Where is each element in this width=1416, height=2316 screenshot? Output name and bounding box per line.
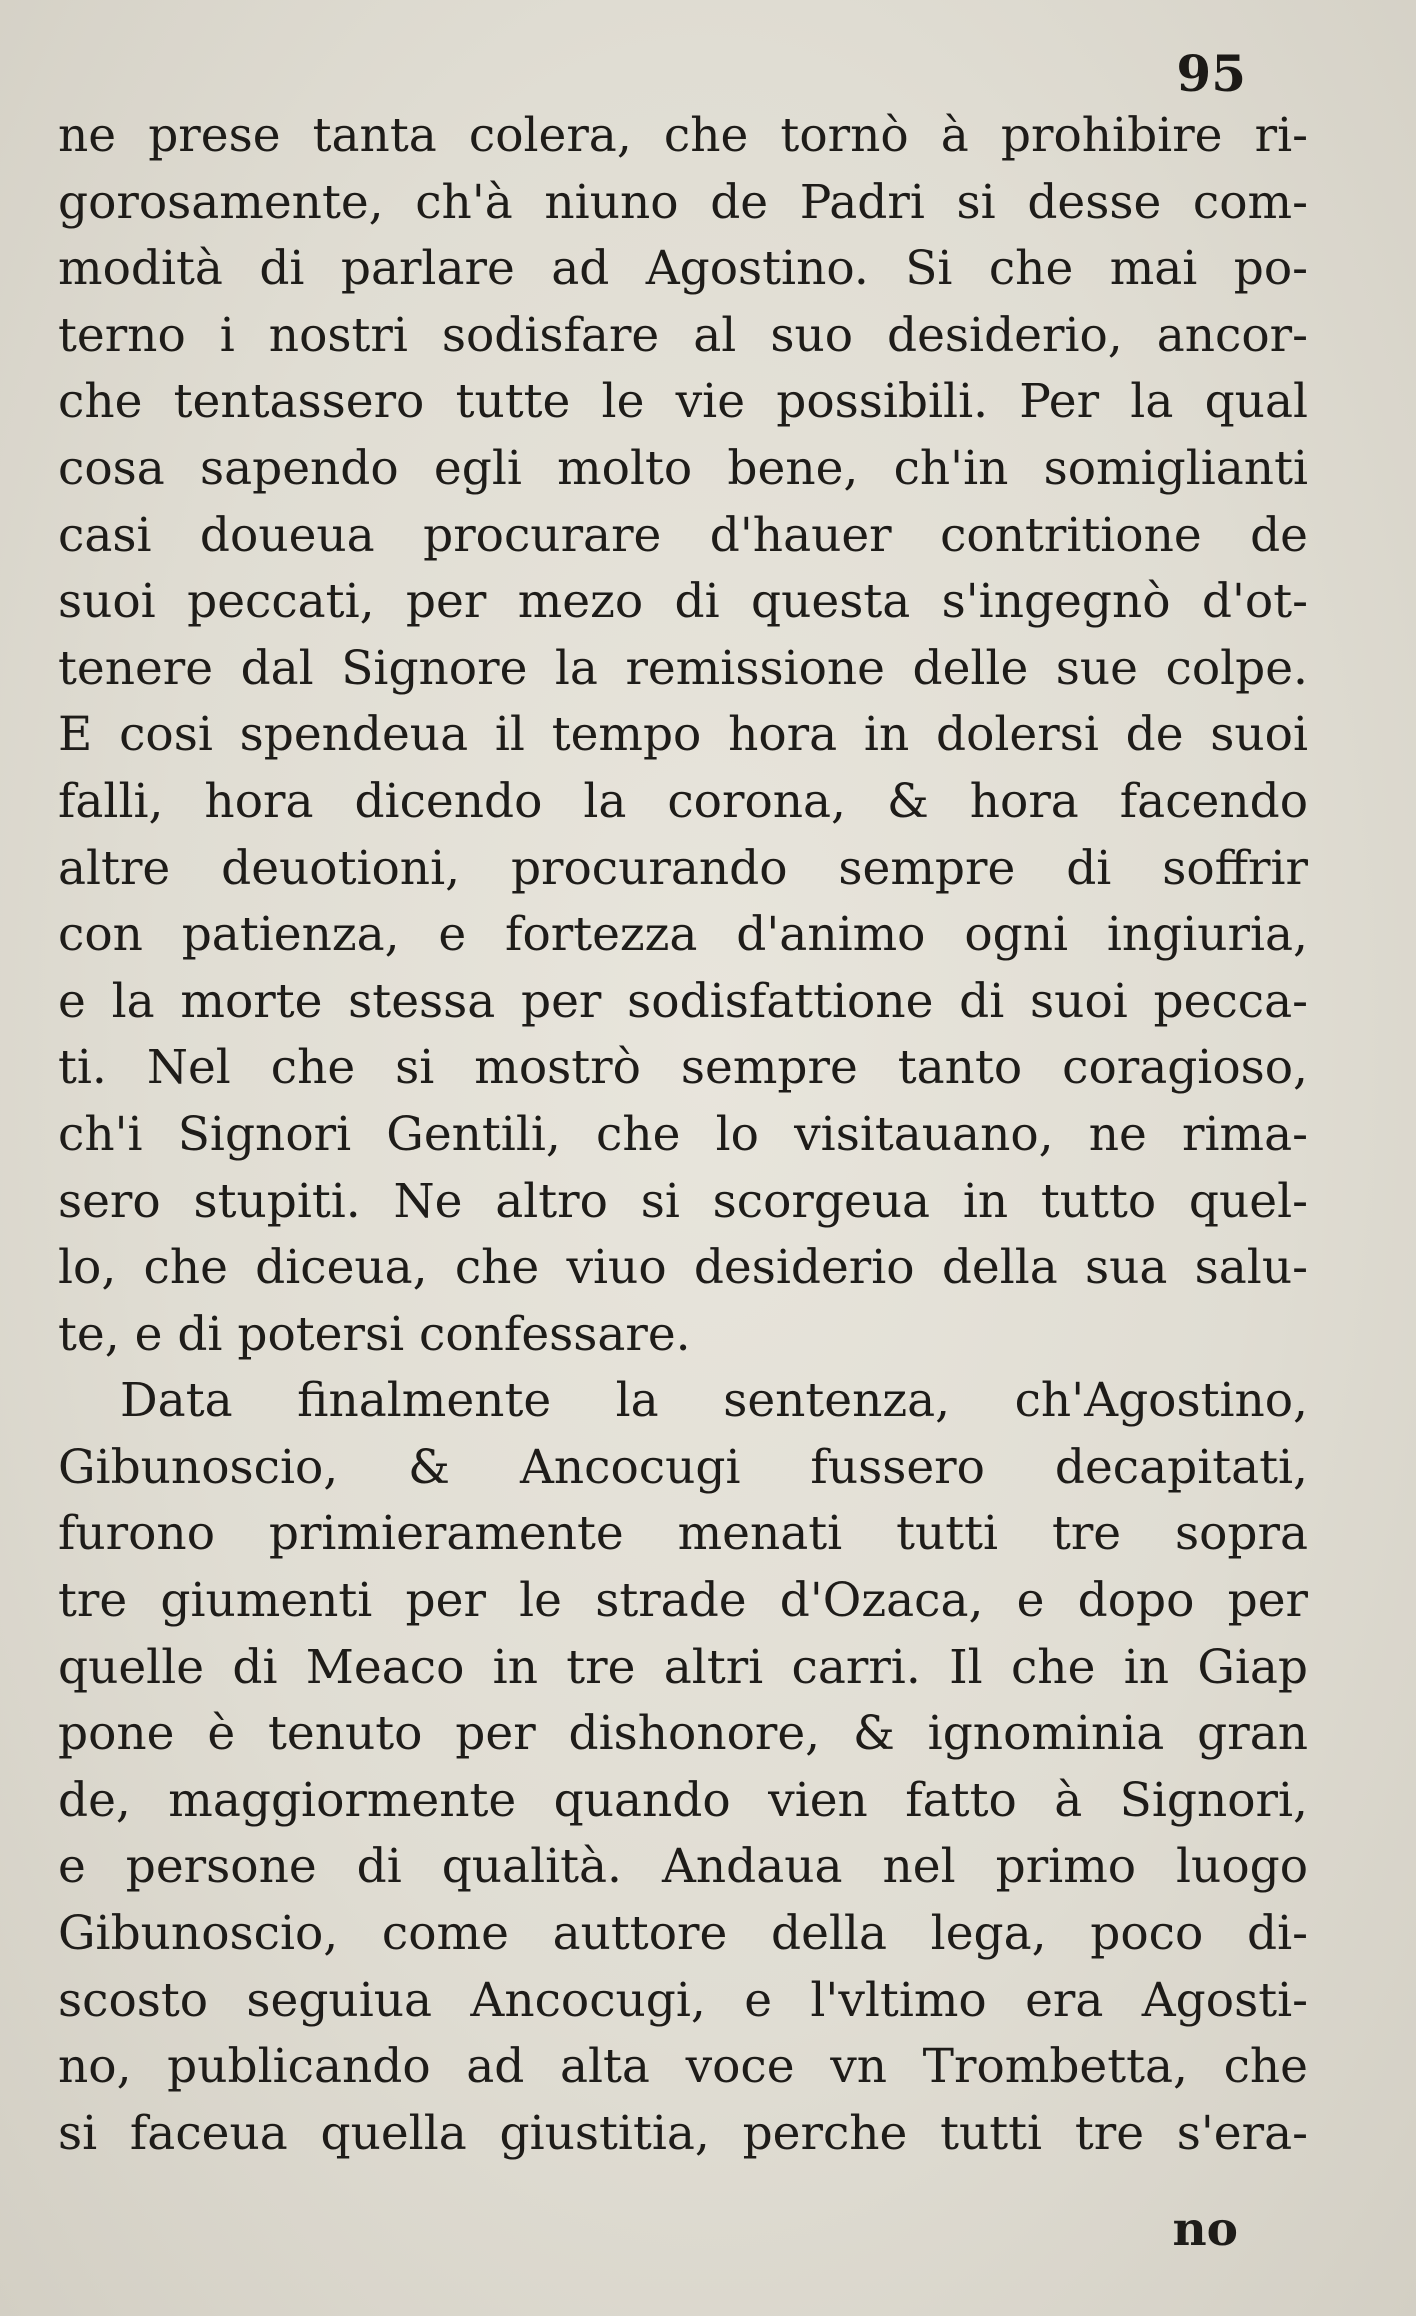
text-line: gorosamente, ch'à niuno de Padri si desse com- bbox=[58, 174, 1308, 230]
text-line: modità di parlare ad Agostino. Si che mai po- bbox=[58, 241, 1308, 297]
text-line: falli, hora dicendo la corona, & hora facendo bbox=[58, 773, 1308, 829]
text-line: terno i nostri sodisfare al suo desiderio, ancor- bbox=[58, 307, 1308, 363]
text-line: ne prese tanta colera, che tornò à prohibire ri- bbox=[58, 108, 1308, 163]
text-line: casi doueua procurare d'hauer contritione de bbox=[58, 507, 1308, 563]
text-line: con patienza, e fortezza d'animo ogni ingiuria, bbox=[58, 907, 1308, 963]
text-line: ti. Nel che si mostrò sempre tanto coragioso, bbox=[58, 1040, 1308, 1096]
text-line: furono primieramente menati tutti tre sopra bbox=[58, 1506, 1308, 1562]
text-line: E cosi spendeua il tempo hora in dolersi de suoi bbox=[58, 707, 1308, 763]
paragraph-end-line: te, e di potersi confessare. bbox=[58, 1306, 691, 1362]
text-line: e persone di qualità. Andaua nel primo luogo bbox=[58, 1839, 1308, 1895]
text-line: ch'i Signori Gentili, che lo visitauano, ne rima- bbox=[58, 1106, 1308, 1162]
text-line: quelle di Meaco in tre altri carri. Il che in Giap bbox=[58, 1639, 1308, 1695]
text-line: scosto seguiua Ancocugi, e l'vltimo era Agosti- bbox=[58, 1972, 1308, 2028]
paragraph-start-line: Data finalmente la sentenza, ch'Agostino, bbox=[120, 1373, 1308, 1429]
text-line: Gibunoscio, come auttore della lega, poco di- bbox=[58, 1906, 1308, 1962]
text-line: e la morte stessa per sodisfattione di suoi pecca- bbox=[58, 973, 1308, 1029]
page-number: 95 bbox=[1176, 44, 1246, 103]
text-line: no, publicando ad alta voce vn Trombetta, che bbox=[58, 2039, 1308, 2095]
text-line: de, maggiormente quando vien fatto à Signori, bbox=[58, 1772, 1308, 1828]
text-line: lo, che diceua, che viuo desiderio della sua salu- bbox=[58, 1240, 1308, 1296]
text-line: Gibunoscio, & Ancocugi fussero decapitati, bbox=[58, 1439, 1308, 1495]
text-line: pone è tenuto per dishonore, & ignominia gran bbox=[58, 1706, 1308, 1762]
text-line: altre deuotioni, procurando sempre di soffrir bbox=[58, 840, 1308, 896]
catchword: no bbox=[1172, 2202, 1238, 2257]
text-line: cosa sapendo egli molto bene, ch'in somiglianti bbox=[58, 440, 1308, 496]
text-line: che tentassero tutte le vie possibili. Per la qual bbox=[58, 374, 1308, 430]
text-line: suoi peccati, per mezo di questa s'ingegnò d'ot- bbox=[58, 574, 1308, 630]
text-line: si faceua quella giustitia, perche tutti tre s'era- bbox=[58, 2105, 1308, 2161]
body-text bbox=[58, 103, 1308, 2167]
text-line: sero stupiti. Ne altro si scorgeua in tutto quel- bbox=[58, 1173, 1308, 1229]
text-line: tre giumenti per le strade d'Ozaca, e dopo per bbox=[58, 1573, 1308, 1629]
text-line: tenere dal Signore la remissione delle sue colpe. bbox=[58, 640, 1308, 696]
